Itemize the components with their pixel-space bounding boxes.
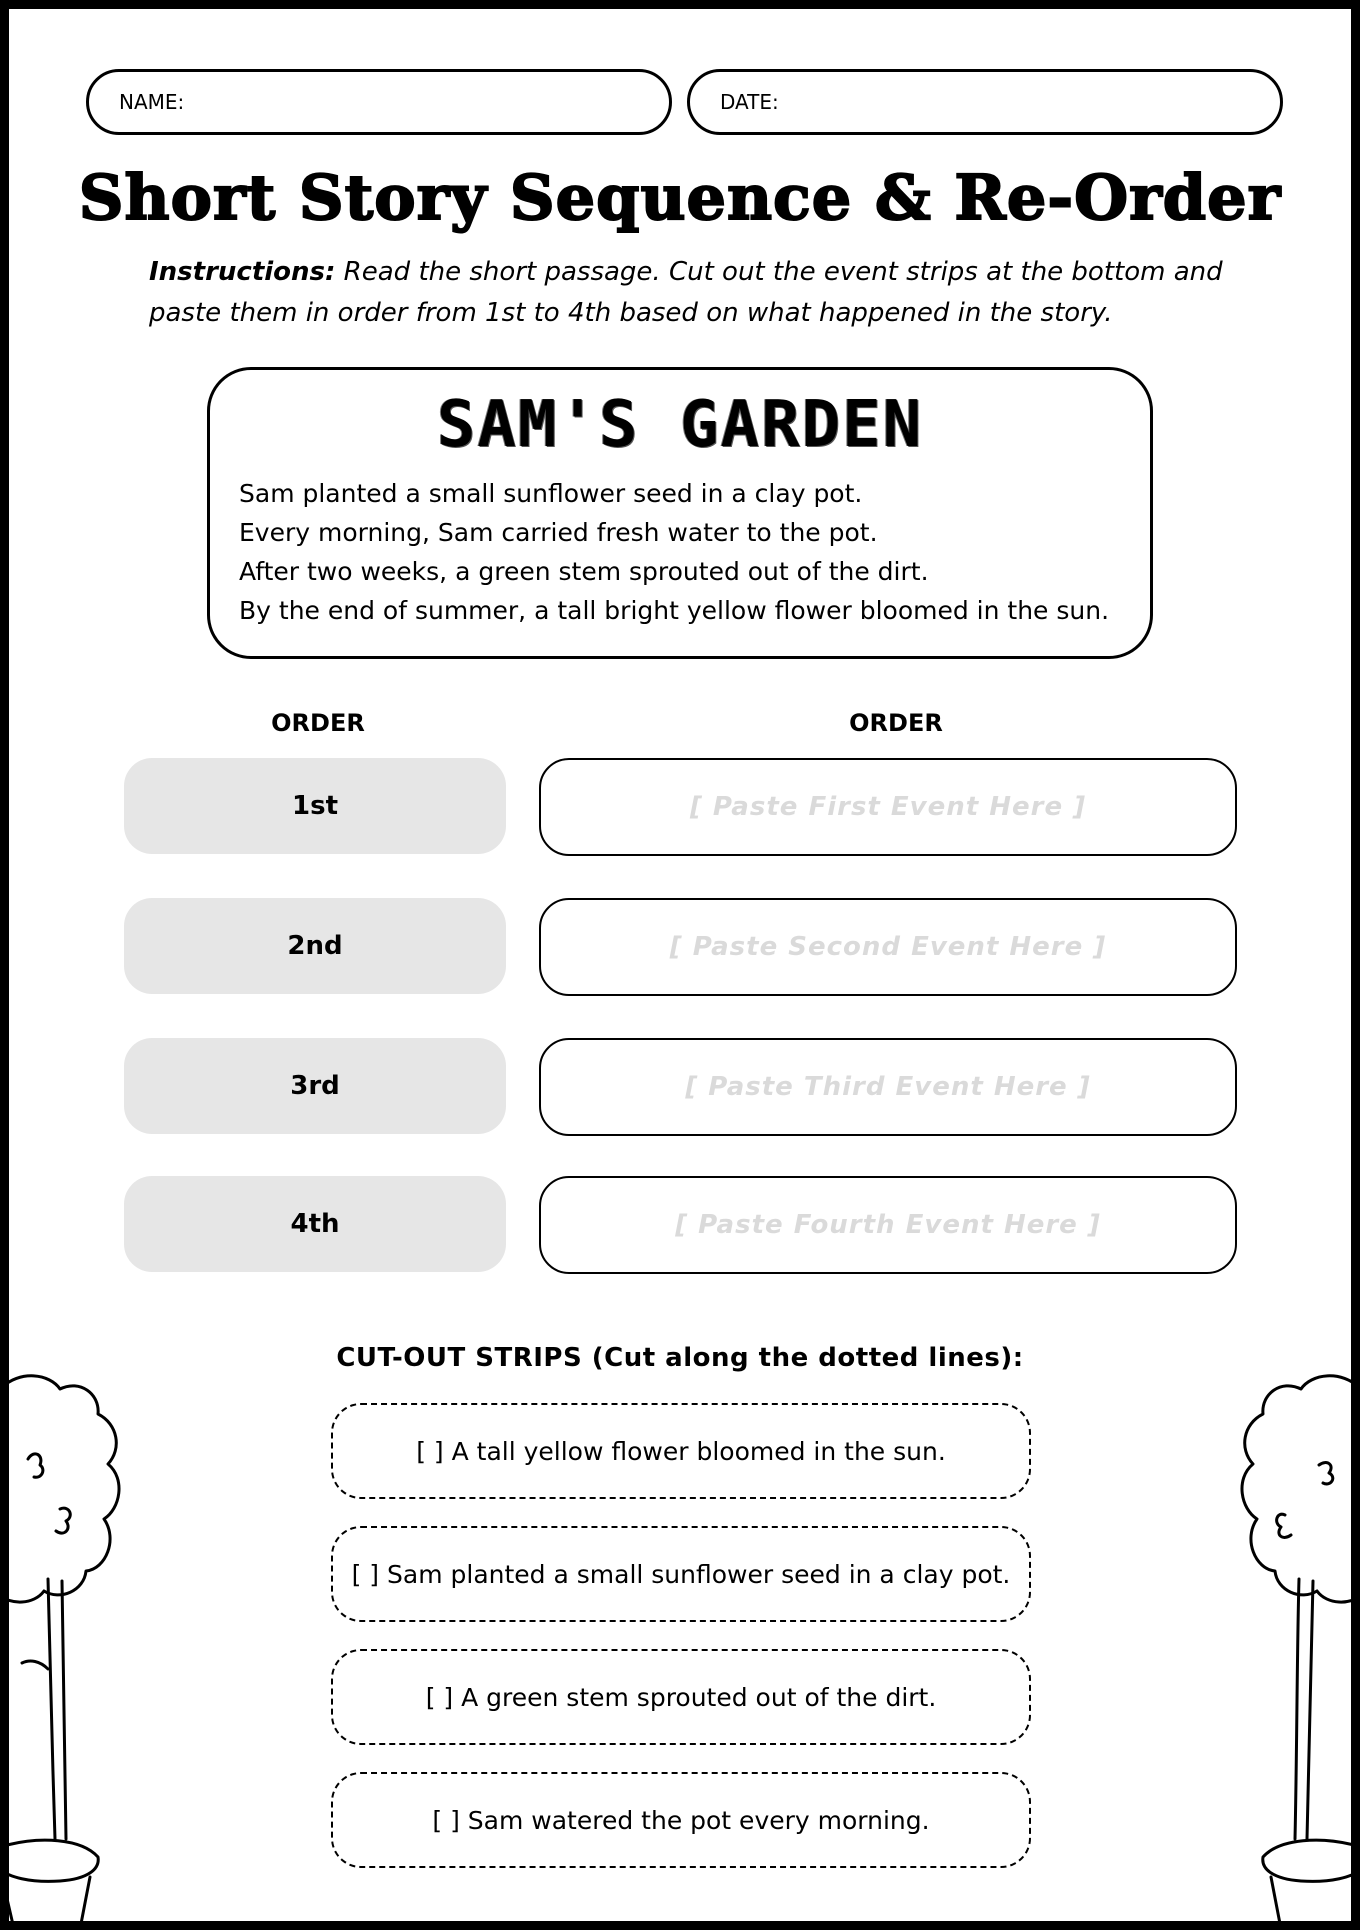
order-row: [9, 1176, 1351, 1274]
order-label-4th: 4th: [124, 1176, 506, 1272]
order-label-3rd: 3rd: [124, 1038, 506, 1134]
story-line: Every morning, Sam carried fresh water to the pot.: [239, 518, 878, 547]
order-label-2nd: 2nd: [124, 898, 506, 994]
potted-tree-icon: [0, 1369, 140, 1929]
order-row: [9, 1038, 1351, 1136]
name-field[interactable]: [86, 69, 672, 135]
potted-tree-icon: [1221, 1369, 1360, 1929]
story-title: SAM'S GARDEN: [436, 388, 924, 462]
order-header-right: ORDER: [849, 709, 943, 737]
paste-box-2[interactable]: [ Paste Second Event Here ]: [539, 898, 1237, 996]
cutout-strip[interactable]: [ ] A tall yellow flower bloomed in the sun.: [331, 1403, 1031, 1499]
order-label-1st: 1st: [124, 758, 506, 854]
cutout-strip[interactable]: [ ] A green stem sprouted out of the dirt.: [331, 1649, 1031, 1745]
story-lines: [239, 474, 1109, 630]
paste-box-4[interactable]: [ Paste Fourth Event Here ]: [539, 1176, 1237, 1274]
order-row: [9, 758, 1351, 856]
story-box: [207, 367, 1153, 659]
cutout-strip[interactable]: [ ] Sam planted a small sunflower seed in a clay pot.: [331, 1526, 1031, 1622]
paste-box-1[interactable]: [ Paste First Event Here ]: [539, 758, 1237, 856]
order-row: [9, 898, 1351, 996]
instructions-lead: Instructions:: [149, 257, 336, 287]
story-line: After two weeks, a green stem sprouted out of the dirt.: [239, 557, 929, 586]
order-header-left: ORDER: [271, 709, 365, 737]
page-title: Short Story Sequence & Re-Order: [78, 161, 1282, 234]
name-label: NAME:: [119, 90, 185, 114]
cutout-strip[interactable]: [ ] Sam watered the pot every morning.: [331, 1772, 1031, 1868]
date-field[interactable]: [687, 69, 1283, 135]
story-line: Sam planted a small sunflower seed in a clay pot.: [239, 479, 863, 508]
story-line: By the end of summer, a tall bright yellow flower bloomed in the sun.: [239, 596, 1110, 625]
date-label: DATE:: [720, 90, 779, 114]
instructions-text: Read the short passage. Cut out the event strips at the bottom and paste them in order from 1st to 4th based on what happened in the story.: [149, 257, 1223, 328]
paste-box-3[interactable]: [ Paste Third Event Here ]: [539, 1038, 1237, 1136]
instructions: [149, 252, 1229, 334]
cutout-heading: CUT-OUT STRIPS (Cut along the dotted lines):: [336, 1343, 1024, 1373]
